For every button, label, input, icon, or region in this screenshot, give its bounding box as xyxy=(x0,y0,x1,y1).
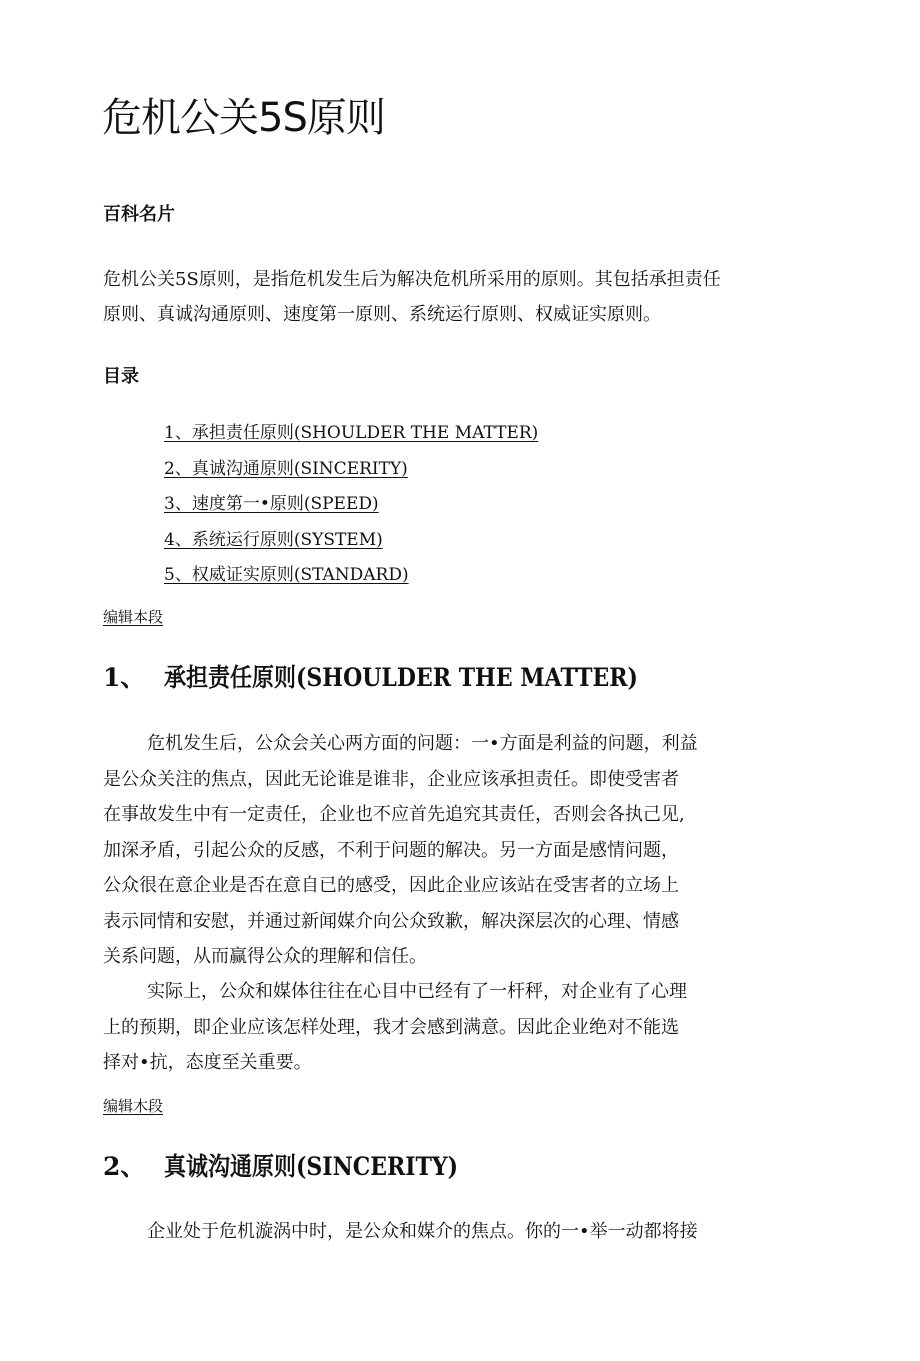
toc-link-1[interactable]: 1、承担责任原则(SHOULDER THE MATTER) xyxy=(164,423,539,443)
section-number: 1、 xyxy=(103,663,146,692)
toc-item xyxy=(164,562,538,598)
paragraph-line: 择对•抗，态度至关重要。 xyxy=(103,1052,312,1073)
paragraph-line: 在事故发生中有一定责任，企业也不应首先追究其责任，否则会各执己见, xyxy=(103,804,685,825)
section-1-paragraph-2 xyxy=(103,974,783,1081)
section-2-paragraph-1 xyxy=(103,1214,783,1250)
section-title: 承担责任原则(SHOULDER THE MATTER) xyxy=(164,663,638,692)
paragraph-line: 危机发生后，公众会关心两方面的问题：一•方面是利益的问题，利益 xyxy=(147,733,698,754)
toc-link-3[interactable]: 3、速度第一•原则(SPEED) xyxy=(164,494,379,514)
paragraph-line: 实际上，公众和媒体往往在心目中已经有了一杆秤，对企业有了心理 xyxy=(147,981,687,1002)
section-1-paragraph-1 xyxy=(103,726,783,975)
paragraph-line: 加深矛盾，引起公众的反感，不利于问题的解决。另一方面是感情问题， xyxy=(103,839,679,861)
toc-item xyxy=(164,420,538,456)
toc-link-4[interactable]: 4、系统运行原则(SYSTEM) xyxy=(164,529,383,550)
section-heading-1 xyxy=(103,658,703,694)
toc-link-2[interactable]: 2、真诚沟通原则(SINCERITY) xyxy=(164,458,408,479)
section-heading-2 xyxy=(103,1147,498,1183)
paragraph-line: 表示同情和安慰，并通过新闻媒介向公众致歉，解决深层次的心理、情感 xyxy=(103,910,679,932)
toc-link-5[interactable]: 5、权威证实原则(STANDARD) xyxy=(164,565,409,585)
section-title: 真诚沟通原则(SINCERITY) xyxy=(164,1152,459,1181)
toc-item xyxy=(164,491,538,527)
edit-section-link-1[interactable]: 编辑本段 xyxy=(103,608,164,626)
paragraph-line: 公众很在意企业是否在意自已的感受，因此企业应该站在受害者的立场上 xyxy=(103,875,679,896)
summary-line: 原则、真诚沟通原则、速度第一原则、系统运行原则、权威证实原则。 xyxy=(103,304,661,325)
paragraph-line: 上的预期，即企业应该怎样处理，我才会感到满意。因此企业绝对不能选 xyxy=(103,1016,679,1038)
toc-item xyxy=(164,527,538,563)
section-number: 2、 xyxy=(103,1152,146,1181)
edit-section-link-2[interactable]: 编辑木段 xyxy=(103,1097,164,1115)
table-of-contents xyxy=(164,420,538,598)
toc-heading: 目录 xyxy=(103,366,139,387)
paragraph-line: 是公众关注的焦点，因此无论谁是谁非，企业应该承担责任。即使受害者 xyxy=(103,768,679,790)
card-heading: 百科名片 xyxy=(103,204,175,225)
summary-paragraph xyxy=(103,262,803,332)
paragraph-line: 关系问题，从而赢得公众的理解和信任。 xyxy=(103,946,427,967)
toc-item xyxy=(164,456,538,492)
summary-line: 危机公关5S原则，是指危机发生后为解决危机所采用的原则。其包括承担责任 xyxy=(103,269,721,290)
paragraph-line: 企业处于危机漩涡中时，是公众和媒介的焦点。你的一•举一动都将接 xyxy=(147,1221,698,1242)
page-title: 危机公关5S原则 xyxy=(102,95,385,141)
